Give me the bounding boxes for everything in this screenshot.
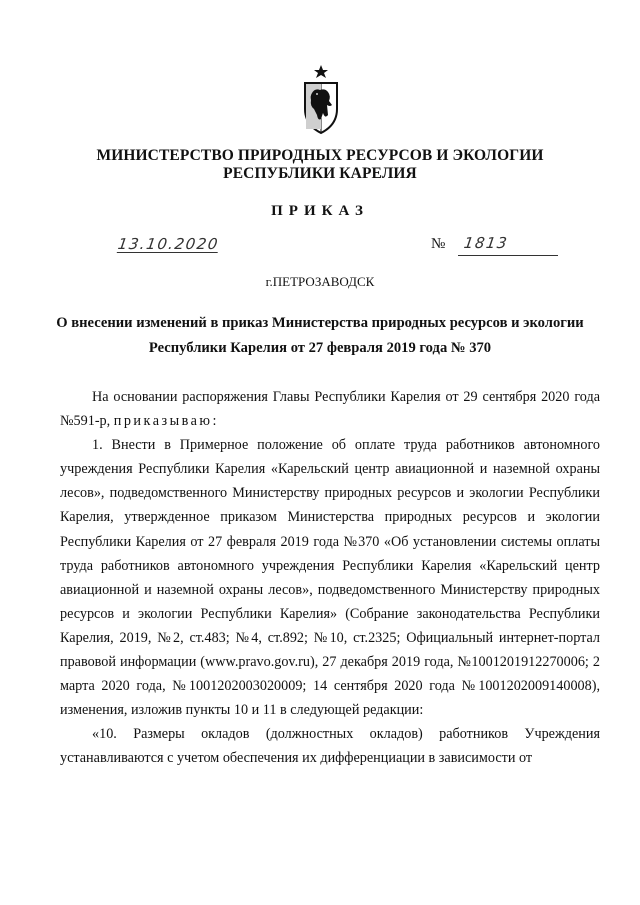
order-number: 1813 (462, 234, 510, 252)
order-date: 13.10.2020 (116, 235, 221, 253)
paragraph-item-1: 1. Внести в Примерное положение об оплате труда работников автономного учреждения Республики Карелия «Карельский центр авиационной и наземной охраны лесов», подведомственного Министерству природных ресурсов и экологии Республики Карелия, утвержденное приказом Министерства природных ресурсов и экологии Республики Карелия от 27 февраля 2019 года №370 «Об установлении системы оплаты труда работников автономного учреждения Республики Карелия «Карельский центр авиационной и наземной охраны лесов», подведомственного Министерству природных ресурсов и экологии Республики Карелия» (Собрание законодательства Республики Карелия, 2019, №2, ст.483; №4, ст.892; №10, ст.2325; Официальный интернет-портал правовой информации (www.pravo.gov.ru), 27 декабря 2019 года, №1001201912270006; 2 марта 2020 года, №1001202003020009; 14 сентября 2020 года №1001202009140008), изменения, изложив пункты 10 и 11 в следующей редакции: (60, 437, 600, 719)
paragraph-item-10: «10. Размеры окладов (должностных окладов) работников Учреждения устанавливаются с учетом обеспечения их дифференциации в зависимости от (60, 726, 600, 767)
number-label: № (431, 236, 446, 252)
number-underline (458, 255, 558, 256)
ministry-name (0, 147, 640, 183)
city-name: г.ПЕТРОЗАВОДСК (265, 274, 375, 289)
paragraph-basis-text: На основании распоряжения Главы Республики Карелия от 29 сентября 2020 года №591-р, (60, 389, 600, 430)
document-body (60, 385, 600, 771)
document-type-title: ПРИКАЗ (271, 203, 369, 219)
subject-line2: Республики Карелия от 27 февраля 2019 года № 370 (148, 340, 492, 356)
ministry-name-line2: РЕСПУБЛИКИ КАРЕЛИЯ (223, 165, 417, 182)
coat-of-arms-emblem (301, 63, 341, 135)
order-verb: приказываю: (113, 413, 219, 430)
ministry-name-line1: МИНИСТЕРСТВО ПРИРОДНЫХ РЕСУРСОВ И ЭКОЛОГИИ (96, 147, 544, 164)
order-subject (0, 311, 640, 361)
subject-line1: О внесении изменений в приказ Министерства природных ресурсов и экологии (56, 315, 584, 331)
paragraph-basis (60, 385, 600, 433)
